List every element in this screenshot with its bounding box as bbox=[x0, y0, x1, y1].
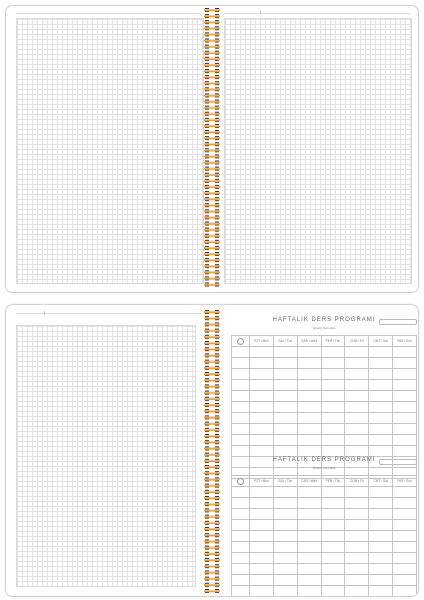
schedule-cell[interactable] bbox=[393, 391, 417, 402]
schedule-cell[interactable] bbox=[345, 586, 369, 597]
table-row bbox=[232, 435, 417, 446]
schedule-cell[interactable] bbox=[345, 424, 369, 435]
day-header: PZT / Mon bbox=[250, 336, 274, 347]
schedule-cell[interactable] bbox=[250, 509, 274, 520]
schedule-cell[interactable] bbox=[393, 509, 417, 520]
schedule-cell[interactable] bbox=[393, 435, 417, 446]
date-field[interactable] bbox=[379, 459, 417, 465]
table-row bbox=[232, 498, 417, 509]
day-header: SAL / Tue bbox=[273, 476, 297, 487]
schedule-cell[interactable] bbox=[321, 358, 345, 369]
schedule-cell[interactable] bbox=[345, 531, 369, 542]
schedule-cell[interactable] bbox=[250, 487, 274, 498]
schedule-cell[interactable] bbox=[273, 347, 297, 358]
schedule-cell[interactable] bbox=[232, 531, 250, 542]
day-header: PER / Thu bbox=[321, 476, 345, 487]
schedule-cell[interactable] bbox=[273, 358, 297, 369]
table-row bbox=[232, 413, 417, 424]
grid-area bbox=[224, 18, 412, 284]
schedule-cell[interactable] bbox=[273, 413, 297, 424]
table-row bbox=[232, 446, 417, 457]
schedule-subtitle: Weekly Schedule bbox=[312, 326, 336, 330]
schedule-cell[interactable] bbox=[321, 424, 345, 435]
schedule-cell[interactable] bbox=[232, 498, 250, 509]
table-row bbox=[232, 369, 417, 380]
day-header: ÇAR / Wed bbox=[297, 336, 321, 347]
schedule-cell[interactable] bbox=[393, 424, 417, 435]
schedule-cell[interactable] bbox=[321, 369, 345, 380]
left-page-top bbox=[6, 6, 210, 292]
schedule-cell[interactable] bbox=[393, 542, 417, 553]
schedule-cell[interactable] bbox=[250, 347, 274, 358]
schedule-cell[interactable] bbox=[321, 380, 345, 391]
schedule-cell[interactable] bbox=[232, 487, 250, 498]
schedule-cell[interactable] bbox=[250, 531, 274, 542]
schedule-cell[interactable] bbox=[321, 413, 345, 424]
schedule-cell[interactable] bbox=[369, 358, 393, 369]
schedule-cell[interactable] bbox=[273, 586, 297, 597]
schedule-cell[interactable] bbox=[232, 402, 250, 413]
schedule-cell[interactable] bbox=[321, 487, 345, 498]
schedule-cell[interactable] bbox=[273, 369, 297, 380]
schedule-cell[interactable] bbox=[232, 553, 250, 564]
schedule-cell[interactable] bbox=[321, 553, 345, 564]
schedule-cell[interactable] bbox=[297, 542, 321, 553]
schedule-cell[interactable] bbox=[273, 435, 297, 446]
schedule-cell[interactable] bbox=[369, 391, 393, 402]
schedule-cell[interactable] bbox=[297, 380, 321, 391]
left-page-bottom bbox=[6, 305, 210, 596]
schedule-cell[interactable] bbox=[250, 542, 274, 553]
schedule-cell[interactable] bbox=[297, 358, 321, 369]
schedule-cell[interactable] bbox=[393, 553, 417, 564]
schedule-cell[interactable] bbox=[369, 531, 393, 542]
schedule-cell[interactable] bbox=[232, 435, 250, 446]
date-field[interactable] bbox=[379, 319, 417, 325]
schedule-cell[interactable] bbox=[321, 586, 345, 597]
schedule-cell[interactable] bbox=[297, 520, 321, 531]
schedule-cell[interactable] bbox=[393, 413, 417, 424]
schedule-cell[interactable] bbox=[393, 520, 417, 531]
schedule-cell[interactable] bbox=[297, 487, 321, 498]
schedule-cell[interactable] bbox=[250, 380, 274, 391]
schedule-cell[interactable] bbox=[250, 564, 274, 575]
day-header: CMT / Sat bbox=[369, 336, 393, 347]
schedule-cell[interactable] bbox=[297, 347, 321, 358]
grid-area bbox=[16, 325, 196, 587]
table-row bbox=[232, 424, 417, 435]
schedule-cell[interactable] bbox=[345, 402, 369, 413]
clock-icon bbox=[237, 338, 244, 345]
schedule-cell[interactable] bbox=[321, 402, 345, 413]
schedule-cell[interactable] bbox=[232, 369, 250, 380]
weekly-schedule-2 bbox=[231, 457, 417, 595]
schedule-cell[interactable] bbox=[232, 391, 250, 402]
schedule-cell[interactable] bbox=[250, 498, 274, 509]
schedule-cell[interactable] bbox=[321, 520, 345, 531]
schedule-cell[interactable] bbox=[393, 347, 417, 358]
schedule-cell[interactable] bbox=[345, 446, 369, 457]
schedule-cell[interactable] bbox=[250, 424, 274, 435]
schedule-cell[interactable] bbox=[273, 380, 297, 391]
schedule-cell[interactable] bbox=[345, 520, 369, 531]
schedule-cell[interactable] bbox=[250, 402, 274, 413]
day-header: PZT / Mon bbox=[250, 476, 274, 487]
right-page-bottom bbox=[214, 305, 418, 596]
schedule-cell[interactable] bbox=[369, 498, 393, 509]
table-row bbox=[232, 402, 417, 413]
day-header: SAL / Tue bbox=[273, 336, 297, 347]
right-page-top bbox=[214, 6, 418, 292]
schedule-cell[interactable] bbox=[250, 520, 274, 531]
notebook-spread-bottom bbox=[5, 304, 419, 597]
schedule-cell[interactable] bbox=[321, 435, 345, 446]
day-header: CMT / Sat bbox=[369, 476, 393, 487]
schedule-cell[interactable] bbox=[250, 553, 274, 564]
schedule-cell[interactable] bbox=[273, 391, 297, 402]
time-column-header bbox=[232, 476, 250, 487]
weekly-schedule-1 bbox=[231, 317, 417, 455]
schedule-cell[interactable] bbox=[393, 564, 417, 575]
schedule-table bbox=[231, 475, 417, 597]
schedule-cell[interactable] bbox=[345, 391, 369, 402]
schedule-cell[interactable] bbox=[369, 402, 393, 413]
table-header-row bbox=[232, 476, 417, 487]
schedule-cell[interactable] bbox=[232, 380, 250, 391]
schedule-cell[interactable] bbox=[321, 531, 345, 542]
notebook-spread-top bbox=[5, 5, 419, 293]
schedule-cell[interactable] bbox=[250, 391, 274, 402]
schedule-cell[interactable] bbox=[273, 542, 297, 553]
table-row bbox=[232, 380, 417, 391]
schedule-cell[interactable] bbox=[369, 509, 393, 520]
schedule-cell[interactable] bbox=[273, 553, 297, 564]
schedule-cell[interactable] bbox=[297, 413, 321, 424]
schedule-cell[interactable] bbox=[321, 564, 345, 575]
table-row bbox=[232, 531, 417, 542]
schedule-cell[interactable] bbox=[232, 564, 250, 575]
day-header: CUM / Fri bbox=[345, 336, 369, 347]
schedule-cell[interactable] bbox=[393, 531, 417, 542]
schedule-cell[interactable] bbox=[345, 487, 369, 498]
schedule-cell[interactable] bbox=[273, 509, 297, 520]
header-line bbox=[224, 13, 410, 14]
schedule-cell[interactable] bbox=[273, 531, 297, 542]
schedule-cell[interactable] bbox=[297, 509, 321, 520]
schedule-cell[interactable] bbox=[250, 575, 274, 586]
schedule-cell[interactable] bbox=[232, 520, 250, 531]
table-row bbox=[232, 487, 417, 498]
schedule-cell[interactable] bbox=[250, 413, 274, 424]
schedule-cell[interactable] bbox=[273, 520, 297, 531]
table-row bbox=[232, 358, 417, 369]
schedule-cell[interactable] bbox=[321, 498, 345, 509]
schedule-cell[interactable] bbox=[345, 498, 369, 509]
schedule-cell[interactable] bbox=[345, 509, 369, 520]
schedule-title: HAFTALIK DERS PROGRAMI bbox=[272, 317, 376, 323]
schedule-cell[interactable] bbox=[345, 369, 369, 380]
schedule-cell[interactable] bbox=[232, 424, 250, 435]
schedule-cell[interactable] bbox=[345, 358, 369, 369]
clock-icon bbox=[237, 478, 244, 485]
schedule-cell[interactable] bbox=[297, 424, 321, 435]
schedule-cell[interactable] bbox=[393, 586, 417, 597]
schedule-cell[interactable] bbox=[297, 435, 321, 446]
schedule-cell[interactable] bbox=[250, 435, 274, 446]
time-column-header bbox=[232, 336, 250, 347]
schedule-cell[interactable] bbox=[321, 446, 345, 457]
schedule-cell[interactable] bbox=[297, 402, 321, 413]
schedule-cell[interactable] bbox=[250, 369, 274, 380]
schedule-cell[interactable] bbox=[297, 575, 321, 586]
schedule-cell[interactable] bbox=[369, 435, 393, 446]
table-row bbox=[232, 542, 417, 553]
schedule-cell[interactable] bbox=[250, 446, 274, 457]
schedule-cell[interactable] bbox=[297, 586, 321, 597]
table-header-row bbox=[232, 336, 417, 347]
schedule-cell[interactable] bbox=[273, 424, 297, 435]
schedule-cell[interactable] bbox=[369, 369, 393, 380]
schedule-cell[interactable] bbox=[232, 586, 250, 597]
day-header: PER / Thu bbox=[321, 336, 345, 347]
schedule-cell[interactable] bbox=[345, 575, 369, 586]
schedule-cell[interactable] bbox=[232, 575, 250, 586]
schedule-cell[interactable] bbox=[232, 446, 250, 457]
table-row bbox=[232, 509, 417, 520]
schedule-cell[interactable] bbox=[393, 498, 417, 509]
schedule-cell[interactable] bbox=[369, 586, 393, 597]
schedule-cell[interactable] bbox=[345, 553, 369, 564]
day-header: PAZ / Sun bbox=[393, 476, 417, 487]
table-row bbox=[232, 564, 417, 575]
schedule-cell[interactable] bbox=[273, 446, 297, 457]
day-header: PAZ / Sun bbox=[393, 336, 417, 347]
schedule-cell[interactable] bbox=[393, 487, 417, 498]
schedule-cell[interactable] bbox=[321, 391, 345, 402]
schedule-cell[interactable] bbox=[297, 391, 321, 402]
schedule-title: HAFTALIK DERS PROGRAMI bbox=[272, 457, 376, 463]
schedule-cell[interactable] bbox=[232, 413, 250, 424]
header-tick bbox=[260, 11, 261, 15]
schedule-cell[interactable] bbox=[297, 531, 321, 542]
schedule-cell[interactable] bbox=[369, 424, 393, 435]
schedule-cell[interactable] bbox=[345, 564, 369, 575]
day-header: CUM / Fri bbox=[345, 476, 369, 487]
schedule-subtitle: Weekly Schedule bbox=[312, 466, 336, 470]
schedule-cell[interactable] bbox=[369, 575, 393, 586]
table-row bbox=[232, 575, 417, 586]
schedule-cell[interactable] bbox=[369, 553, 393, 564]
table-row bbox=[232, 553, 417, 564]
schedule-cell[interactable] bbox=[321, 509, 345, 520]
day-header: ÇAR / Wed bbox=[297, 476, 321, 487]
schedule-cell[interactable] bbox=[273, 402, 297, 413]
schedule-cell[interactable] bbox=[273, 575, 297, 586]
schedule-cell[interactable] bbox=[250, 586, 274, 597]
schedule-cell[interactable] bbox=[297, 498, 321, 509]
table-row bbox=[232, 586, 417, 597]
schedule-cell[interactable] bbox=[345, 380, 369, 391]
schedule-cell[interactable] bbox=[393, 380, 417, 391]
header-line bbox=[16, 13, 202, 14]
schedule-cell[interactable] bbox=[393, 369, 417, 380]
schedule-cell[interactable] bbox=[345, 413, 369, 424]
grid-area bbox=[16, 18, 204, 284]
schedule-cell[interactable] bbox=[369, 564, 393, 575]
table-row bbox=[232, 347, 417, 358]
schedule-cell[interactable] bbox=[297, 564, 321, 575]
header-tick bbox=[44, 311, 45, 315]
schedule-cell[interactable] bbox=[393, 446, 417, 457]
table-row bbox=[232, 520, 417, 531]
schedule-cell[interactable] bbox=[232, 509, 250, 520]
schedule-cell[interactable] bbox=[321, 347, 345, 358]
schedule-cell[interactable] bbox=[273, 564, 297, 575]
schedule-cell[interactable] bbox=[393, 402, 417, 413]
schedule-cell[interactable] bbox=[297, 369, 321, 380]
schedule-cell[interactable] bbox=[345, 542, 369, 553]
table-row bbox=[232, 391, 417, 402]
schedule-cell[interactable] bbox=[369, 520, 393, 531]
schedule-cell[interactable] bbox=[369, 487, 393, 498]
schedule-cell[interactable] bbox=[369, 347, 393, 358]
schedule-cell[interactable] bbox=[273, 487, 297, 498]
schedule-cell[interactable] bbox=[369, 542, 393, 553]
schedule-cell[interactable] bbox=[345, 347, 369, 358]
schedule-cell[interactable] bbox=[369, 413, 393, 424]
schedule-cell[interactable] bbox=[369, 446, 393, 457]
schedule-cell[interactable] bbox=[393, 358, 417, 369]
schedule-cell[interactable] bbox=[345, 435, 369, 446]
schedule-cell[interactable] bbox=[321, 542, 345, 553]
schedule-cell[interactable] bbox=[297, 446, 321, 457]
schedule-cell[interactable] bbox=[297, 553, 321, 564]
schedule-cell[interactable] bbox=[232, 358, 250, 369]
schedule-cell[interactable] bbox=[273, 498, 297, 509]
schedule-cell[interactable] bbox=[369, 380, 393, 391]
schedule-cell[interactable] bbox=[321, 575, 345, 586]
schedule-cell[interactable] bbox=[232, 542, 250, 553]
schedule-cell[interactable] bbox=[232, 347, 250, 358]
schedule-cell[interactable] bbox=[393, 575, 417, 586]
schedule-cell[interactable] bbox=[250, 358, 274, 369]
